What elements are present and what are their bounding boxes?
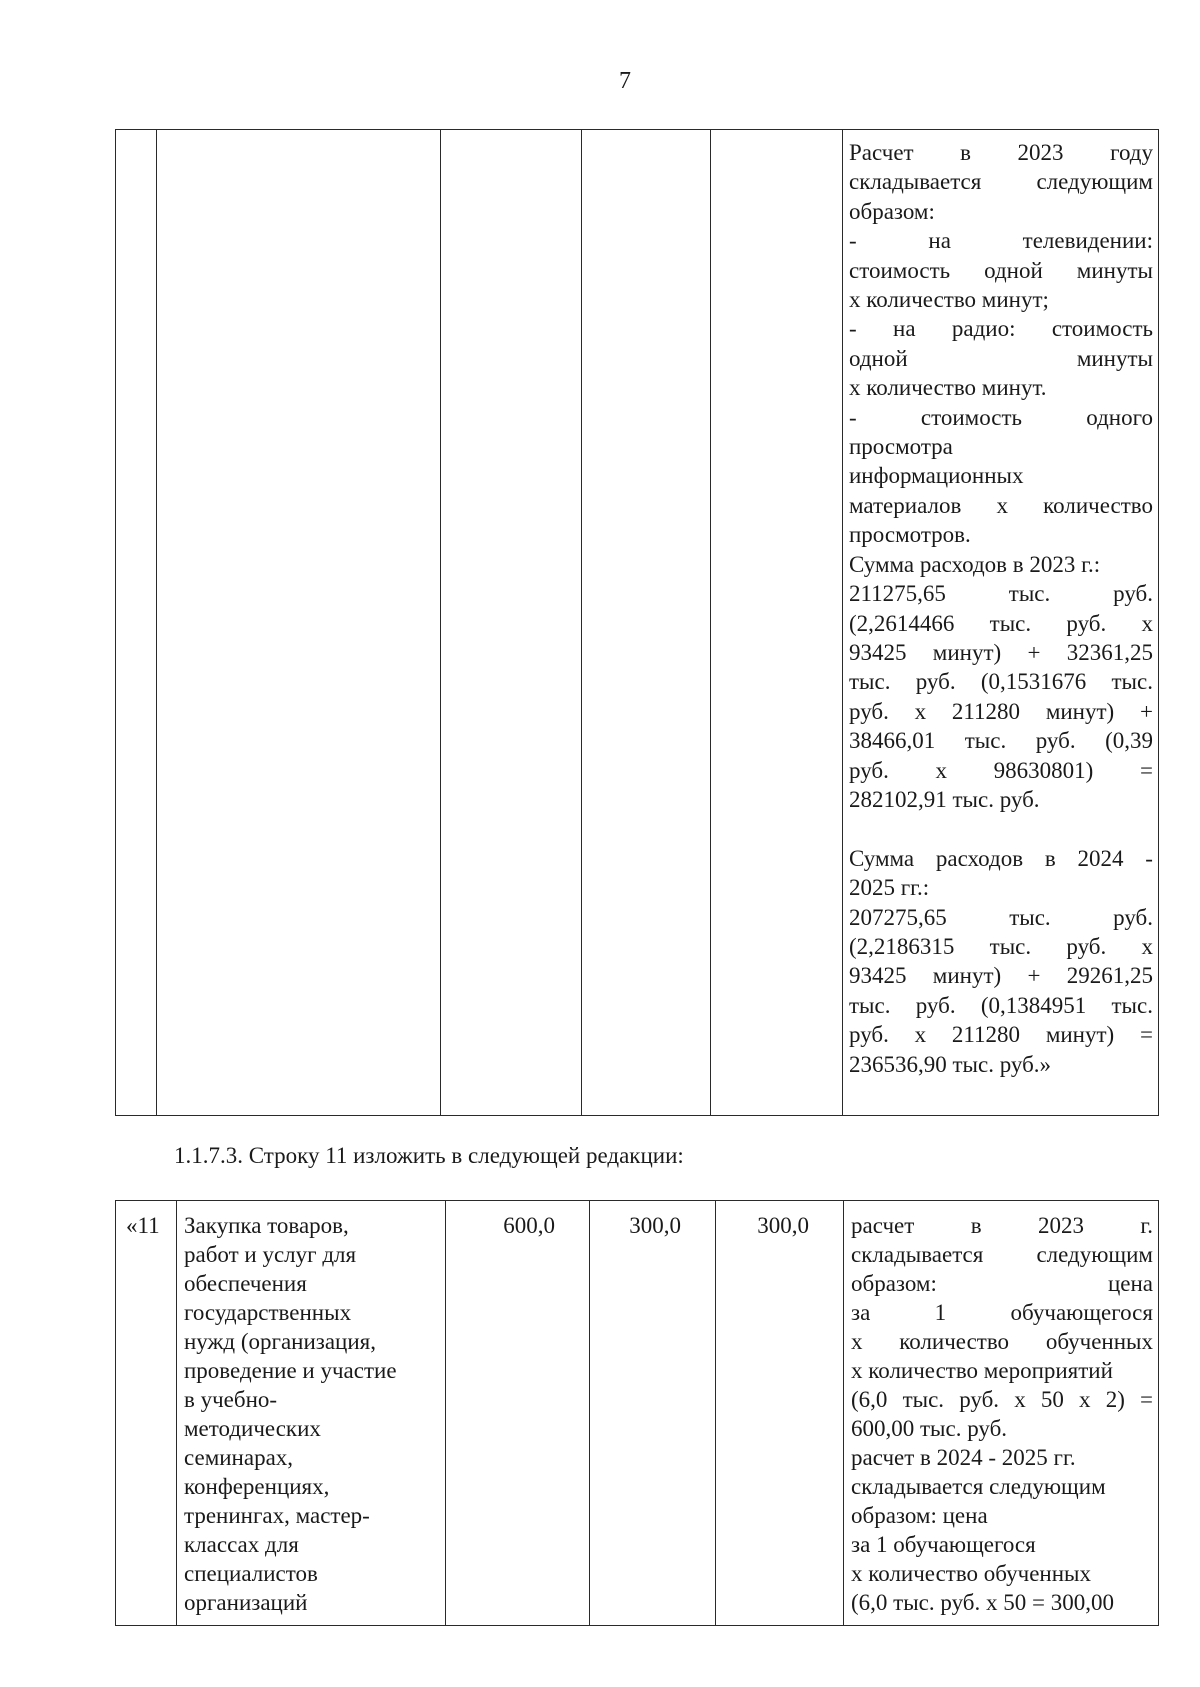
word: (2,2614466 xyxy=(849,610,955,636)
word: руб. xyxy=(1113,904,1153,930)
continuation-table xyxy=(115,129,1159,1116)
text-line: работ и услуг для xyxy=(184,1242,357,1267)
cell-number xyxy=(116,130,157,1116)
word: руб. xyxy=(1035,728,1076,754)
text-line: проведение и участие xyxy=(184,1358,397,1383)
word: в xyxy=(1044,845,1056,871)
word: х xyxy=(1079,1387,1091,1412)
word: тыс. xyxy=(1111,669,1153,695)
cell-calculation-description xyxy=(843,130,1159,1116)
text-line: просмотра xyxy=(849,434,953,460)
word: (6,0 xyxy=(851,1387,888,1412)
word: материалов xyxy=(849,492,962,518)
text-line xyxy=(849,814,1153,843)
text-line: образом: цена xyxy=(851,1503,988,1528)
word: тыс. xyxy=(989,610,1032,636)
word: 50 xyxy=(1040,1387,1064,1412)
word: 2023 xyxy=(1037,1213,1084,1238)
text-line: х количество обученных xyxy=(851,1561,1091,1586)
instruction-paragraph: 1.1.7.3. Строку 11 изложить в следующей редакции: xyxy=(174,1143,684,1168)
text-line: расчет в 2024 - 2025 гг. xyxy=(851,1445,1076,1470)
word: обучающегося xyxy=(1010,1300,1153,1325)
cell-amount-3 xyxy=(711,130,843,1116)
text-line xyxy=(849,609,1153,638)
word: следующим xyxy=(1036,1242,1153,1267)
text-line: складывается следующим xyxy=(851,1474,1106,1499)
text-line: 2025 гг.: xyxy=(849,875,930,901)
word: х xyxy=(1141,610,1153,636)
word: 38466,01 xyxy=(849,728,936,754)
text-line: государственных xyxy=(184,1300,352,1325)
text-line xyxy=(849,314,1153,343)
text-line xyxy=(851,1269,1153,1298)
amount-total: 600,0 xyxy=(446,1201,590,1626)
row-number: «11 xyxy=(116,1201,177,1626)
text-line: х количество минут. xyxy=(849,375,1047,401)
word: на xyxy=(928,228,951,254)
word: х xyxy=(1014,1387,1026,1412)
text-line xyxy=(849,638,1153,667)
word: одного xyxy=(1086,404,1153,430)
row-11-table xyxy=(115,1200,1159,1626)
text-line xyxy=(851,1240,1153,1269)
word: 2024 xyxy=(1077,845,1124,871)
text-line: просмотров. xyxy=(849,522,971,548)
word: Сумма xyxy=(849,845,915,871)
word: (2,2186315 xyxy=(849,933,955,959)
text-line xyxy=(849,844,1153,873)
word: тыс. xyxy=(964,728,1007,754)
word: тыс. xyxy=(902,1387,945,1412)
text-line xyxy=(849,256,1153,285)
word: - xyxy=(849,228,857,254)
word: в xyxy=(970,1213,982,1238)
word: х xyxy=(935,757,948,783)
word: количество xyxy=(899,1329,1010,1354)
word: одной xyxy=(984,257,1043,283)
text-line: (6,0 тыс. руб. х 50 = 300,00 xyxy=(851,1590,1114,1615)
word: + xyxy=(1027,639,1041,665)
text-line: классах для xyxy=(184,1532,299,1557)
text-line: Закупка товаров, xyxy=(184,1213,349,1238)
word: 211280 xyxy=(951,698,1021,724)
text-line: семинарах, xyxy=(184,1445,294,1470)
word: (0,1531676 xyxy=(980,669,1087,695)
word: складывается xyxy=(849,169,982,195)
word: - xyxy=(849,316,857,342)
word: радио: xyxy=(951,316,1016,342)
text-line xyxy=(849,697,1153,726)
word: минут) xyxy=(1045,698,1115,724)
word: = xyxy=(1140,1387,1153,1412)
word: руб. xyxy=(1066,933,1107,959)
word: х xyxy=(914,698,927,724)
word: х xyxy=(996,492,1008,518)
word: 1 xyxy=(934,1300,947,1325)
word: расчет xyxy=(851,1213,915,1238)
text-line xyxy=(851,1298,1153,1327)
word: руб. xyxy=(959,1387,1000,1412)
word: руб. xyxy=(915,992,956,1018)
text-line: обеспечения xyxy=(184,1271,307,1296)
text-line: специалистов xyxy=(184,1561,318,1586)
text-line xyxy=(851,1211,1153,1240)
text-line: тренингах, мастер- xyxy=(184,1503,370,1528)
word: 29261,25 xyxy=(1066,963,1153,989)
word: 32361,25 xyxy=(1066,639,1153,665)
cell-amount-total xyxy=(441,130,582,1116)
word: 211275,65 xyxy=(849,581,946,607)
word: руб. xyxy=(849,757,889,783)
word: 98630801) xyxy=(993,757,1094,783)
word: + xyxy=(1139,698,1153,724)
text-line: Сумма расходов в 2023 г.: xyxy=(849,551,1101,577)
word: минут) xyxy=(932,639,1002,665)
word: х xyxy=(851,1329,863,1354)
page-number: 7 xyxy=(619,68,631,94)
word: 93425 xyxy=(849,639,907,665)
text-line: х количество мероприятий xyxy=(851,1358,1113,1383)
word: руб. xyxy=(1113,581,1153,607)
expense-item-name xyxy=(177,1201,446,1626)
word: стоимость xyxy=(1051,316,1153,342)
word: = xyxy=(1139,1022,1153,1048)
word: телевидении: xyxy=(1022,228,1153,254)
word: минут) xyxy=(1045,1022,1115,1048)
text-line xyxy=(849,138,1153,167)
word: тыс. xyxy=(849,669,891,695)
text-line xyxy=(849,667,1153,696)
word: - xyxy=(849,404,857,430)
word: 93425 xyxy=(849,963,907,989)
calculation-description xyxy=(844,1201,1159,1626)
text-line: 282102,91 тыс. руб. xyxy=(849,786,1040,812)
text-line xyxy=(851,1385,1153,1414)
text-line xyxy=(849,579,1153,608)
word: на xyxy=(893,316,916,342)
word: (0,39 xyxy=(1105,728,1153,754)
text-line xyxy=(849,961,1153,990)
text-line: в учебно- xyxy=(184,1387,278,1412)
text-line xyxy=(849,344,1153,373)
word: стоимость xyxy=(849,257,951,283)
word: х xyxy=(1141,933,1153,959)
text-line: х количество минут; xyxy=(849,287,1049,313)
word: х xyxy=(914,1022,927,1048)
text-line xyxy=(849,226,1153,255)
amount-2025: 300,0 xyxy=(716,1201,844,1626)
text-line xyxy=(849,726,1153,755)
text-line: за 1 обучающегося xyxy=(851,1532,1036,1557)
word: году xyxy=(1110,140,1153,165)
word: расходов xyxy=(935,845,1024,871)
text-line: 236536,90 тыс. руб.» xyxy=(849,1051,1052,1077)
word: количество xyxy=(1043,492,1153,518)
word: руб. xyxy=(1066,610,1107,636)
word: образом: xyxy=(851,1271,937,1296)
word: 2023 xyxy=(1017,140,1064,165)
cell-amount-2 xyxy=(582,130,711,1116)
word: = xyxy=(1140,757,1153,783)
word: г. xyxy=(1140,1213,1153,1238)
word: тыс. xyxy=(1111,992,1153,1018)
text-line xyxy=(849,756,1153,785)
text-line: нужд (организация, xyxy=(184,1329,377,1354)
cell-name xyxy=(157,130,441,1116)
word: - xyxy=(1145,845,1153,871)
word: минут) xyxy=(932,963,1002,989)
word: Расчет xyxy=(849,140,914,165)
text-line xyxy=(849,932,1153,961)
word: 207275,65 xyxy=(849,904,947,930)
word: тыс. xyxy=(849,992,891,1018)
word: тыс. xyxy=(989,933,1032,959)
word: стоимость xyxy=(920,404,1023,430)
text-line xyxy=(851,1327,1153,1356)
text-line xyxy=(849,491,1153,520)
word: одной xyxy=(849,345,908,371)
word: + xyxy=(1027,963,1041,989)
text-line xyxy=(849,991,1153,1020)
word: обученных xyxy=(1045,1329,1153,1354)
word: цена xyxy=(1107,1271,1153,1296)
text-line: 600,00 тыс. руб. xyxy=(851,1416,1008,1441)
text-line xyxy=(849,167,1153,196)
text-line xyxy=(849,403,1153,432)
text-line: образом: xyxy=(849,198,935,224)
word: 2) xyxy=(1105,1387,1125,1412)
word: в xyxy=(960,140,971,165)
text-line: организаций xyxy=(184,1590,308,1615)
text-line: информационных xyxy=(849,463,1024,489)
word: тыс. xyxy=(1009,904,1051,930)
amount-2024: 300,0 xyxy=(590,1201,716,1626)
text-line xyxy=(849,1020,1153,1049)
word: (0,1384951 xyxy=(980,992,1087,1018)
word: 211280 xyxy=(951,1022,1021,1048)
word: складывается xyxy=(851,1242,984,1267)
word: минуты xyxy=(1076,345,1153,371)
text-line: методических xyxy=(184,1416,321,1441)
word: руб. xyxy=(915,669,956,695)
word: тыс. xyxy=(1008,581,1051,607)
word: минуты xyxy=(1076,257,1153,283)
word: руб. xyxy=(849,1022,889,1048)
word: следующим xyxy=(1036,169,1153,195)
text-line: конференциях, xyxy=(184,1474,330,1499)
text-line xyxy=(849,903,1153,932)
word: за xyxy=(851,1300,871,1325)
word: руб. xyxy=(849,698,889,724)
